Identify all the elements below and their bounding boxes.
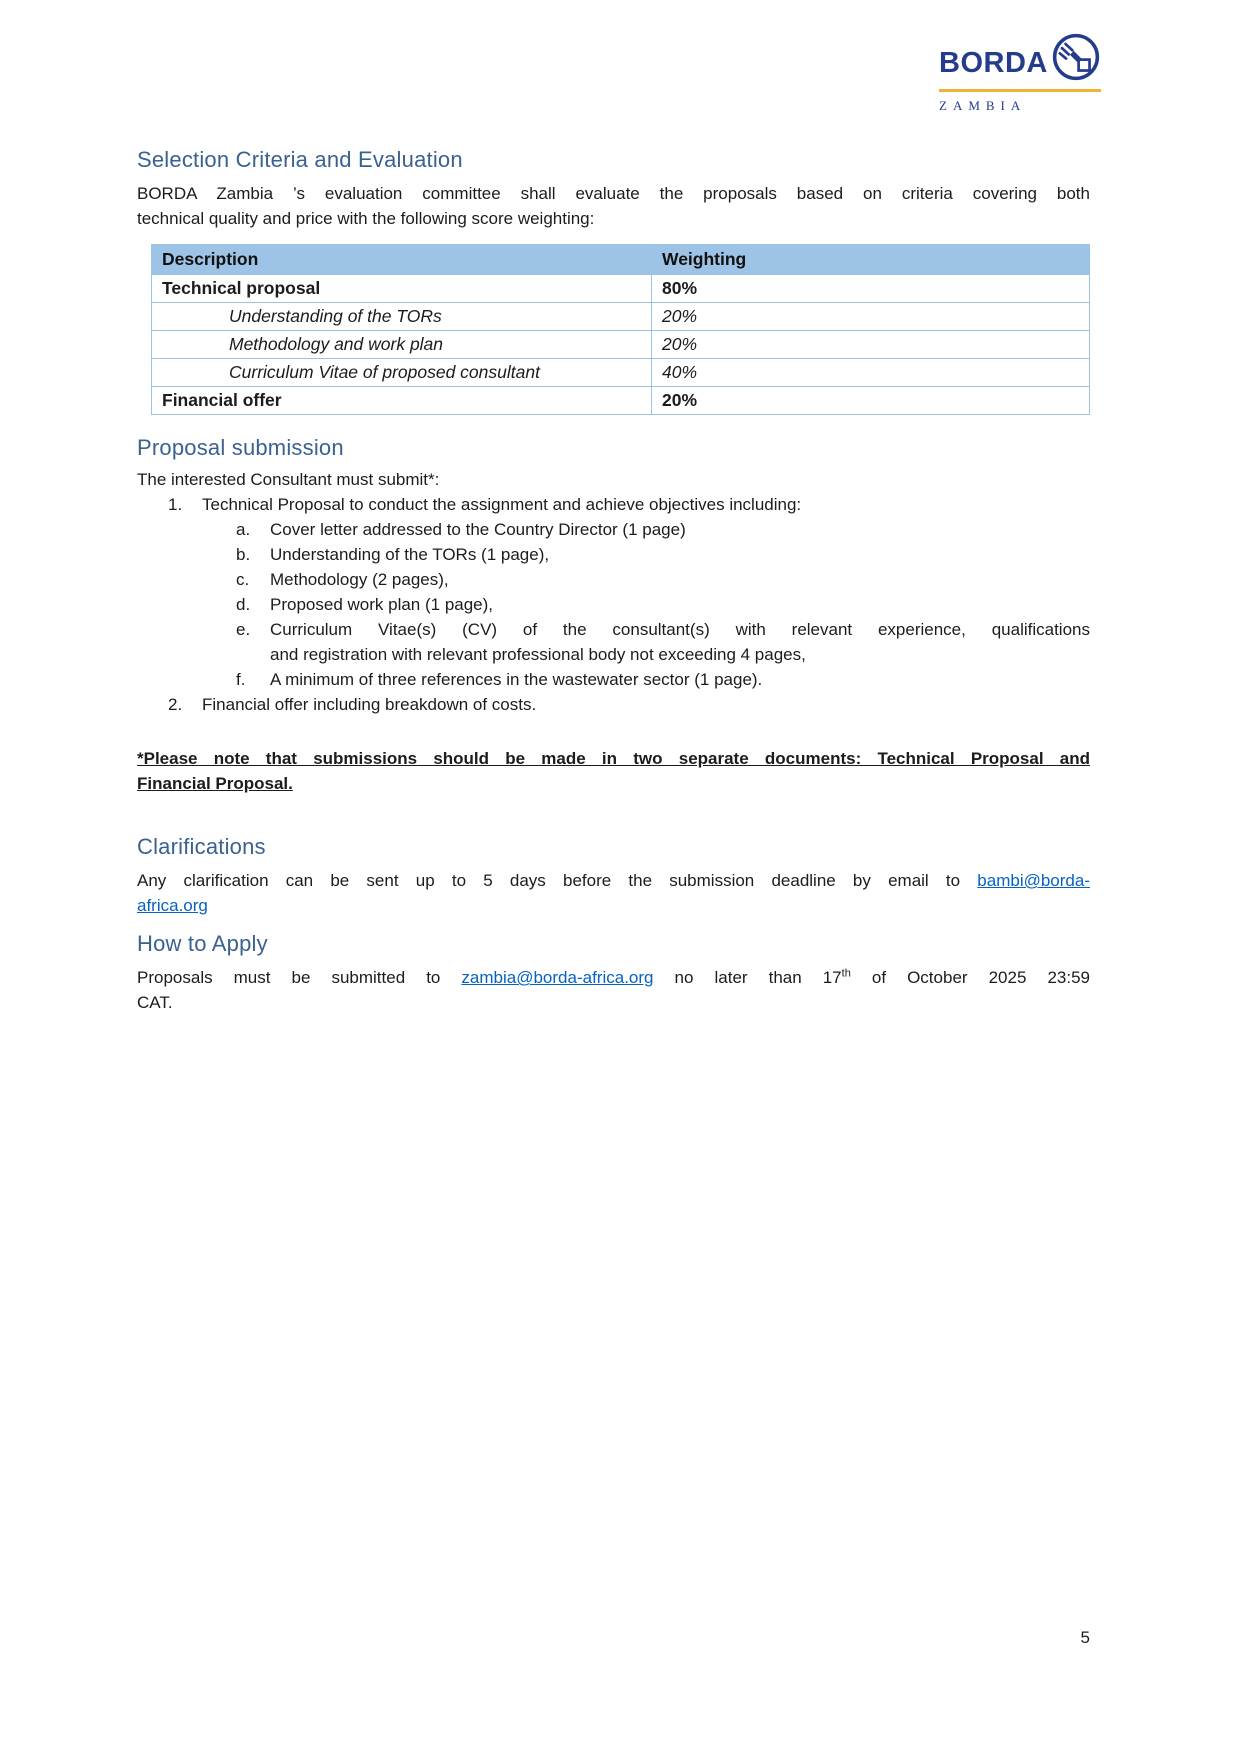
cell-description: Financial offer — [152, 387, 652, 415]
logo-wordmark: BORDA — [939, 47, 1048, 79]
list-marker: 2. — [168, 695, 183, 714]
list-marker: b. — [236, 545, 251, 564]
paragraph-line: CAT. — [137, 993, 173, 1012]
paragraph-text: of October 2025 23:59 — [871, 968, 1090, 987]
cell-weighting: 80% — [652, 275, 1090, 303]
list-item — [137, 567, 1090, 592]
paragraph-line: *Please note that submissions should be made in two separate documents: Technical Proposal and — [137, 749, 1090, 768]
list-item — [137, 592, 1090, 617]
table-row — [152, 303, 1090, 331]
clarifications-email-link[interactable]: bambi@borda- — [977, 871, 1090, 890]
criteria-weighting-table — [151, 244, 1090, 415]
list-item-text: Methodology (2 pages), — [270, 570, 449, 589]
list-item-text: Cover letter addressed to the Country Director (1 page) — [270, 520, 686, 539]
cell-weighting: 20% — [652, 387, 1090, 415]
column-header-description: Description — [152, 245, 652, 275]
selection-intro-paragraph — [137, 181, 1090, 231]
apply-email-link[interactable]: zambia@borda-africa.org — [461, 968, 654, 987]
list-item — [137, 517, 1090, 542]
page-number: 5 — [1080, 1628, 1090, 1647]
cell-weighting: 20% — [652, 331, 1090, 359]
paragraph-line: BORDA Zambia ’s evaluation committee shall evaluate the proposals based on criteria covering both — [137, 184, 1090, 203]
section-title-selection-criteria: Selection Criteria and Evaluation — [137, 147, 463, 172]
paragraph-text: Any clarification can be sent up to 5 days before the submission deadline by email to — [137, 871, 961, 890]
logo-region-label: ZAMBIA — [939, 98, 1027, 113]
list-item — [137, 692, 1090, 717]
paragraph-line: Curriculum Vitae(s) (CV) of the consultant(s) with relevant experience, qualifications — [270, 620, 1090, 639]
paragraph-line — [137, 868, 1090, 893]
paragraph-line: Financial Proposal. — [137, 774, 293, 793]
list-item-text: Proposed work plan (1 page), — [270, 595, 494, 614]
paragraph-line — [137, 893, 1090, 918]
cell-description: Understanding of the TORs — [152, 303, 652, 331]
list-marker: 1. — [168, 495, 183, 514]
section-title-how-to-apply: How to Apply — [137, 931, 268, 956]
table-row — [152, 331, 1090, 359]
list-marker: a. — [236, 520, 251, 539]
table-row — [152, 359, 1090, 387]
column-header-weighting: Weighting — [652, 245, 1090, 275]
borda-hand-icon — [1051, 32, 1101, 82]
list-item — [137, 492, 1090, 517]
table-row — [152, 387, 1090, 415]
list-marker: d. — [236, 595, 251, 614]
list-item-text: Financial offer including breakdown of costs. — [202, 695, 537, 714]
list-marker: c. — [236, 570, 250, 589]
section-title-proposal-submission: Proposal submission — [137, 435, 344, 460]
submission-intro: The interested Consultant must submit*: — [137, 470, 440, 489]
list-marker: f. — [236, 670, 246, 689]
list-item — [137, 542, 1090, 567]
borda-zambia-logo — [939, 32, 1101, 114]
submission-note — [137, 746, 1090, 796]
paragraph-line: technical quality and price with the following score weighting: — [137, 209, 595, 228]
cell-weighting: 20% — [652, 303, 1090, 331]
clarifications-email-link-continued[interactable]: africa.org — [137, 896, 208, 915]
paragraph-line — [137, 965, 1090, 990]
cell-weighting: 40% — [652, 359, 1090, 387]
list-item-text: Technical Proposal to conduct the assignment and achieve objectives including: — [202, 495, 802, 514]
document-body — [137, 146, 1090, 1015]
table-row — [152, 275, 1090, 303]
paragraph-line: and registration with relevant professional body not exceeding 4 pages, — [270, 645, 806, 664]
cell-description: Technical proposal — [152, 275, 652, 303]
cell-description: Methodology and work plan — [152, 331, 652, 359]
section-title-clarifications: Clarifications — [137, 834, 266, 859]
apply-paragraph — [137, 965, 1090, 1015]
list-item-text — [270, 617, 1090, 667]
ordinal-superscript: th — [841, 967, 851, 980]
clarifications-paragraph — [137, 868, 1090, 918]
table-header-row — [152, 245, 1090, 275]
list-item-text: Understanding of the TORs (1 page), — [270, 545, 550, 564]
paragraph-text: Proposals must be submitted to — [137, 968, 441, 987]
paragraph-text: no later than 17 — [674, 968, 842, 987]
list-item — [137, 667, 1090, 692]
list-item-text: A minimum of three references in the wastewater sector (1 page). — [270, 670, 763, 689]
list-item — [137, 617, 1090, 667]
cell-description: Curriculum Vitae of proposed consultant — [152, 359, 652, 387]
list-marker: e. — [236, 620, 251, 639]
logo-gold-rule — [939, 89, 1101, 92]
